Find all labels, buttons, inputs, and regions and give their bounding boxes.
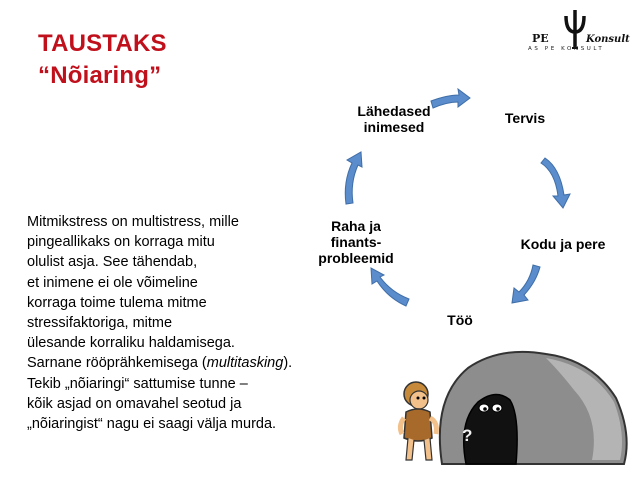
body-line-part: Sarnane rööprähkemisega (	[27, 355, 207, 372]
body-text	[27, 212, 327, 434]
cycle-item-label-line: inimesed	[363, 119, 425, 135]
body-line: et inimene ei ole võimeline	[27, 274, 198, 291]
body-line: ülesande korraliku haldamisega.	[27, 335, 235, 352]
body-line: stressifaktoriga, mitme	[27, 315, 173, 332]
body-line: korraga toime tulema mitme	[27, 294, 207, 311]
slide-title-line-2: “Nõiaring”	[38, 62, 162, 89]
svg-text:Konsult: Konsult	[586, 34, 630, 45]
cycle-item-tervis	[498, 110, 552, 126]
cycle-item-label-line: Lähedased	[357, 103, 431, 119]
body-line-part: ).	[283, 355, 293, 372]
body-line: olulist asja. See tähendab,	[27, 254, 198, 271]
cycle-item-label-line: Töö	[447, 312, 473, 328]
cycle-item-label-line: probleemid	[318, 250, 394, 266]
body-line: Mitmikstress on multistress, mille	[27, 214, 239, 230]
question-mark: ?	[462, 426, 473, 445]
svg-text:PE: PE	[532, 32, 549, 45]
slide-title-line-1: TAUSTAKS	[38, 30, 167, 57]
caveman	[400, 382, 436, 460]
cycle-item-label-line: Kodu ja pere	[520, 236, 606, 252]
arrow-right-bottom	[512, 265, 540, 303]
logo-tagline: AS PE KONSULT	[528, 46, 605, 52]
arrow-left	[345, 152, 362, 204]
cycle-item-label-line: finants-	[330, 234, 382, 250]
cycle-item-lahedased-inimesed	[350, 103, 438, 135]
body-line: pingeallikaks on korraga mitu	[27, 234, 215, 251]
body-line	[27, 353, 327, 373]
cycle-item-label-line: Raha ja	[331, 218, 381, 234]
cycle-item-kodu-ja-pere	[508, 236, 618, 252]
body-line: Tekib „nõiaringi“ sattumise tunne –	[27, 375, 248, 392]
body-line-italic: multitasking	[206, 355, 284, 372]
arrow-right-top	[541, 158, 570, 208]
arrow-bottom-left	[371, 268, 409, 306]
caveman-cave-illustration	[396, 338, 632, 466]
body-line: „nõiaringist“ nagu ei saagi välja murda.	[27, 416, 277, 433]
cycle-item-too	[435, 312, 485, 328]
cycle-item-label-line: Tervis	[504, 110, 546, 126]
body-line: kõik asjad on omavahel seotud ja	[27, 395, 242, 412]
